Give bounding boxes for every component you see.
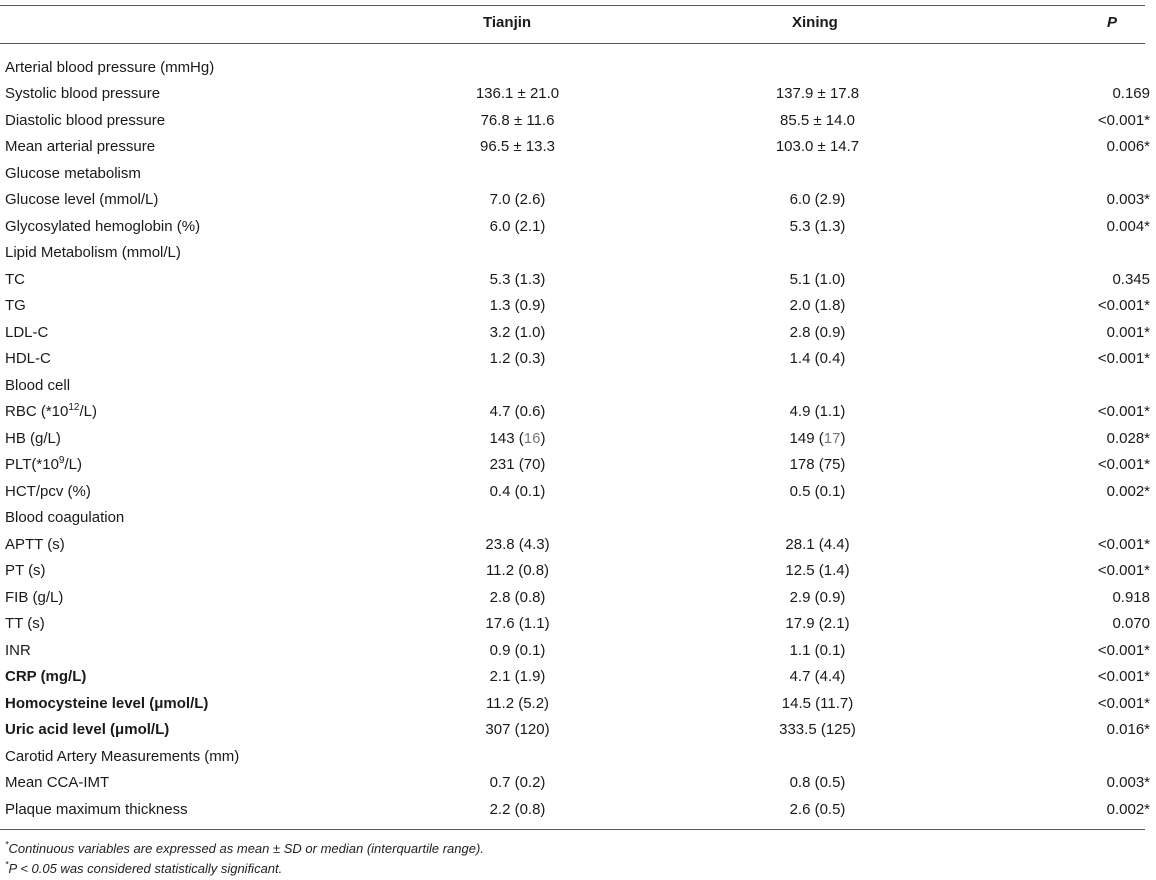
variable-label: Glucose level (mmol/L) [5,191,159,209]
p-value: <0.001* [1097,641,1150,659]
variable-label: PLT(*10 [5,456,59,474]
p-value: 0.002* [1106,800,1150,818]
variable-cell [0,690,395,717]
p-value-cell [995,664,1156,691]
xining-cell [640,637,995,664]
tianjin-value: 0.4 (0.1) [489,482,546,500]
p-value: <0.001* [1097,403,1150,421]
xining-cell [640,452,995,479]
table-row [0,584,1156,611]
xining-value: 2.0 (1.8) [789,297,846,315]
p-value: 0.006* [1106,138,1150,156]
tianjin-cell [395,743,640,770]
p-value: <0.001* [1097,456,1150,474]
tianjin-value: 2.2 (0.8) [489,800,546,818]
p-value-cell [995,637,1156,664]
variable-label: HCT/pcv (%) [5,482,91,500]
variable-cell [0,796,395,823]
p-value-cell [995,240,1156,267]
xining-cell [640,611,995,638]
variable-label: Plaque maximum thickness [5,800,188,818]
tianjin-cell [395,107,640,134]
xining-cell [640,478,995,505]
p-value-cell [995,293,1156,320]
tianjin-cell [395,637,640,664]
variable-label: Mean arterial pressure [5,138,156,156]
tianjin-value: 5.3 (1.3) [489,270,546,288]
tianjin-cell [395,293,640,320]
tianjin-value: 17.6 (1.1) [485,615,550,633]
variable-cell [0,266,395,293]
header-p: P [1107,14,1118,31]
footnotes [5,839,484,879]
p-value: 0.001* [1106,323,1150,341]
xining-value: 2.8 (0.9) [789,323,846,341]
header-xining: Xining [792,14,838,31]
p-value-cell [995,81,1156,108]
p-value-cell [995,213,1156,240]
p-value: 0.070 [1112,615,1150,633]
table-row [0,425,1156,452]
tianjin-cell [395,346,640,373]
variable-label: Uric acid level (μmol/L) [5,721,170,739]
p-value-cell [995,266,1156,293]
p-value: <0.001* [1097,668,1150,686]
variable-cell [0,558,395,585]
tianjin-cell [395,213,640,240]
table-row [0,611,1156,638]
variable-label: TT (s) [5,615,45,633]
xining-cell [640,796,995,823]
p-value: 0.918 [1112,588,1150,606]
tianjin-cell [395,717,640,744]
variable-label: TG [5,297,26,315]
tianjin-value: 96.5 ± 13.3 [480,138,555,156]
p-value-cell [995,584,1156,611]
p-value-cell [995,796,1156,823]
variable-unit: /L) [64,456,82,474]
xining-cell [640,107,995,134]
p-value-cell [995,346,1156,373]
p-value-cell [995,478,1156,505]
xining-value: 1.4 (0.4) [789,350,846,368]
variable-cell [0,399,395,426]
table-row [0,372,1156,399]
table-row [0,266,1156,293]
variable-cell [0,134,395,161]
tianjin-value: 23.8 (4.3) [485,535,550,553]
p-value-cell [995,531,1156,558]
xining-cell [640,81,995,108]
variable-label: APTT (s) [5,535,65,553]
header-tianjin: Tianjin [483,14,532,31]
variable-cell [0,240,395,267]
xining-value: 14.5 (11.7) [781,694,854,712]
table-row [0,637,1156,664]
tianjin-cell [395,81,640,108]
variable-cell [0,293,395,320]
xining-value: 103.0 ± 14.7 [775,138,860,156]
variable-label: Mean CCA-IMT [5,774,110,792]
bottom-rule [0,829,1145,830]
tianjin-cell [395,266,640,293]
tianjin-cell [395,531,640,558]
tianjin-cell [395,478,640,505]
variable-cell [0,107,395,134]
variable-label: RBC (*10 [5,403,69,421]
table-row [0,319,1156,346]
table-row [0,452,1156,479]
p-value: 0.169 [1112,85,1150,103]
header-rule [0,43,1145,44]
table-row [0,107,1156,134]
tianjin-cell [395,558,640,585]
variable-label: Lipid Metabolism (mmol/L) [5,244,181,262]
footnote-2 [5,859,484,879]
xining-cell [640,717,995,744]
tianjin-value: 6.0 (2.1) [489,217,546,235]
xining-value: 2.6 (0.5) [789,800,846,818]
xining-cell [640,213,995,240]
xining-cell [640,187,995,214]
table-row [0,399,1156,426]
xining-value: 1.1 (0.1) [789,641,846,659]
variable-label: Blood cell [5,376,71,394]
p-value-cell [995,399,1156,426]
xining-cell [640,293,995,320]
tianjin-cell [395,505,640,532]
footnote-1-mark: * [5,839,9,850]
table-row [0,770,1156,797]
p-value-cell [995,743,1156,770]
xining-cell [640,319,995,346]
xining-cell [640,266,995,293]
xining-cell [640,54,995,81]
top-rule [0,5,1145,6]
tianjin-cell [395,584,640,611]
table-row [0,717,1156,744]
table-row [0,187,1156,214]
tianjin-cell [395,425,640,452]
variable-cell [0,505,395,532]
variable-label: Blood coagulation [5,509,125,527]
xining-cell [640,346,995,373]
variable-label: HDL-C [5,350,51,368]
p-value: <0.001* [1097,111,1150,129]
xining-value: 6.0 (2.9) [789,191,846,209]
xining-value-iqr: 17 [823,429,841,447]
p-value-cell [995,160,1156,187]
variable-label: Systolic blood pressure [5,85,161,103]
xining-value: 4.9 (1.1) [789,403,846,421]
xining-value: 28.1 (4.4) [785,535,850,553]
p-value: 0.345 [1112,270,1150,288]
xining-value: 85.5 ± 14.0 [780,111,855,129]
variable-cell [0,160,395,187]
tianjin-cell [395,187,640,214]
variable-label: CRP (mg/L) [5,668,87,686]
variable-label: Carotid Artery Measurements (mm) [5,747,240,765]
variable-label: Glycosylated hemoglobin (%) [5,217,201,235]
variable-label: PT (s) [5,562,46,580]
variable-cell [0,637,395,664]
p-value: 0.016* [1106,721,1150,739]
p-value-cell [995,611,1156,638]
xining-cell [640,531,995,558]
xining-cell [640,664,995,691]
p-value-cell [995,187,1156,214]
xining-cell [640,399,995,426]
variable-label: HB (g/L) [5,429,61,447]
variable-cell [0,478,395,505]
variable-label: LDL-C [5,323,49,341]
p-value: <0.001* [1097,535,1150,553]
table-row [0,293,1156,320]
tianjin-cell [395,796,640,823]
xining-cell [640,240,995,267]
xining-value: 5.3 (1.3) [789,217,846,235]
variable-cell [0,611,395,638]
variable-cell [0,187,395,214]
variable-label: Glucose metabolism [5,164,141,182]
variable-exponent: 9 [58,455,65,467]
tianjin-cell [395,160,640,187]
tianjin-cell [395,770,640,797]
tianjin-value: 307 (120) [485,721,550,739]
table-body [0,54,1156,823]
tianjin-value-end: ) [540,429,546,447]
tianjin-value: 1.2 (0.3) [489,350,546,368]
variable-cell [0,346,395,373]
footnote-2-mark: * [5,859,9,870]
tianjin-value: 76.8 ± 11.6 [480,111,555,129]
tianjin-cell [395,611,640,638]
xining-cell [640,505,995,532]
p-value: <0.001* [1097,562,1150,580]
table-row [0,531,1156,558]
p-value-cell [995,452,1156,479]
tianjin-value: 0.7 (0.2) [489,774,546,792]
tianjin-value: 2.1 (1.9) [489,668,546,686]
tianjin-cell [395,240,640,267]
xining-cell [640,372,995,399]
table-row [0,690,1156,717]
variable-label: Diastolic blood pressure [5,111,166,129]
table-row [0,160,1156,187]
tianjin-value: 11.2 (5.2) [485,694,550,712]
p-value-cell [995,54,1156,81]
xining-value-end: ) [840,429,846,447]
table-header [0,14,1145,34]
variable-cell [0,425,395,452]
xining-value: 333.5 (125) [779,721,856,739]
tianjin-value: 231 (70) [489,456,546,474]
tianjin-cell [395,372,640,399]
p-value: 0.002* [1106,482,1150,500]
tianjin-cell [395,399,640,426]
tianjin-value: 0.9 (0.1) [489,641,546,659]
p-value-cell [995,770,1156,797]
variable-cell [0,743,395,770]
p-value-cell [995,319,1156,346]
table-row [0,240,1156,267]
variable-cell [0,213,395,240]
tianjin-cell [395,54,640,81]
tianjin-value: 7.0 (2.6) [489,191,546,209]
variable-cell [0,664,395,691]
xining-value: 5.1 (1.0) [789,270,846,288]
table-row [0,505,1156,532]
variable-label: FIB (g/L) [5,588,64,606]
xining-value: 17.9 (2.1) [785,615,850,633]
xining-cell [640,558,995,585]
variable-label: INR [5,641,31,659]
tianjin-value: 136.1 ± 21.0 [475,85,560,103]
p-value-cell [995,425,1156,452]
variable-cell [0,531,395,558]
footnote-1-text: Continuous variables are expressed as mean ± SD or median (interquartile range). [8,841,484,856]
tianjin-value: 143 ( [489,429,524,447]
table-row [0,134,1156,161]
xining-cell [640,743,995,770]
footnote-1 [5,839,484,859]
variable-unit: /L) [79,403,97,421]
p-value: 0.003* [1106,774,1150,792]
xining-cell [640,134,995,161]
table-row [0,558,1156,585]
tianjin-cell [395,319,640,346]
xining-cell [640,770,995,797]
p-value: 0.028* [1106,429,1150,447]
tianjin-cell [395,134,640,161]
xining-cell [640,160,995,187]
tianjin-cell [395,690,640,717]
p-value: 0.003* [1106,191,1150,209]
data-table [0,54,1156,823]
variable-label: Homocysteine level (μmol/L) [5,694,209,712]
table-row [0,743,1156,770]
xining-cell [640,425,995,452]
p-value: 0.004* [1106,217,1150,235]
p-value-cell [995,107,1156,134]
p-value-cell [995,505,1156,532]
p-value-cell [995,717,1156,744]
tianjin-cell [395,664,640,691]
xining-cell [640,584,995,611]
table-row [0,213,1156,240]
xining-value: 0.5 (0.1) [789,482,846,500]
xining-value: 12.5 (1.4) [785,562,850,580]
p-value-cell [995,558,1156,585]
p-value-cell [995,372,1156,399]
variable-cell [0,54,395,81]
table-row [0,346,1156,373]
table-row [0,54,1156,81]
p-value: <0.001* [1097,350,1150,368]
xining-value: 0.8 (0.5) [789,774,846,792]
table-row [0,478,1156,505]
xining-value: 149 ( [789,429,824,447]
variable-cell [0,584,395,611]
tianjin-value: 3.2 (1.0) [489,323,546,341]
xining-value: 137.9 ± 17.8 [775,85,860,103]
variable-cell [0,372,395,399]
footnote-2-text: P < 0.05 was considered statistically significant. [8,861,283,876]
p-value-cell [995,134,1156,161]
variable-cell [0,717,395,744]
p-value: <0.001* [1097,694,1150,712]
xining-value: 178 (75) [789,456,846,474]
tianjin-cell [395,452,640,479]
tianjin-value: 4.7 (0.6) [489,403,546,421]
variable-cell [0,319,395,346]
tianjin-value: 2.8 (0.8) [489,588,546,606]
p-value-cell [995,690,1156,717]
table-row [0,664,1156,691]
variable-cell [0,452,395,479]
tianjin-value-iqr: 16 [523,429,541,447]
variable-cell [0,770,395,797]
variable-cell [0,81,395,108]
tianjin-value: 11.2 (0.8) [485,562,550,580]
xining-cell [640,690,995,717]
table-row [0,81,1156,108]
xining-value: 4.7 (4.4) [789,668,846,686]
tianjin-value: 1.3 (0.9) [489,297,546,315]
table-row [0,796,1156,823]
variable-label: TC [5,270,25,288]
variable-label: Arterial blood pressure (mmHg) [5,58,215,76]
p-value: <0.001* [1097,297,1150,315]
variable-exponent: 12 [68,402,80,414]
xining-value: 2.9 (0.9) [789,588,846,606]
